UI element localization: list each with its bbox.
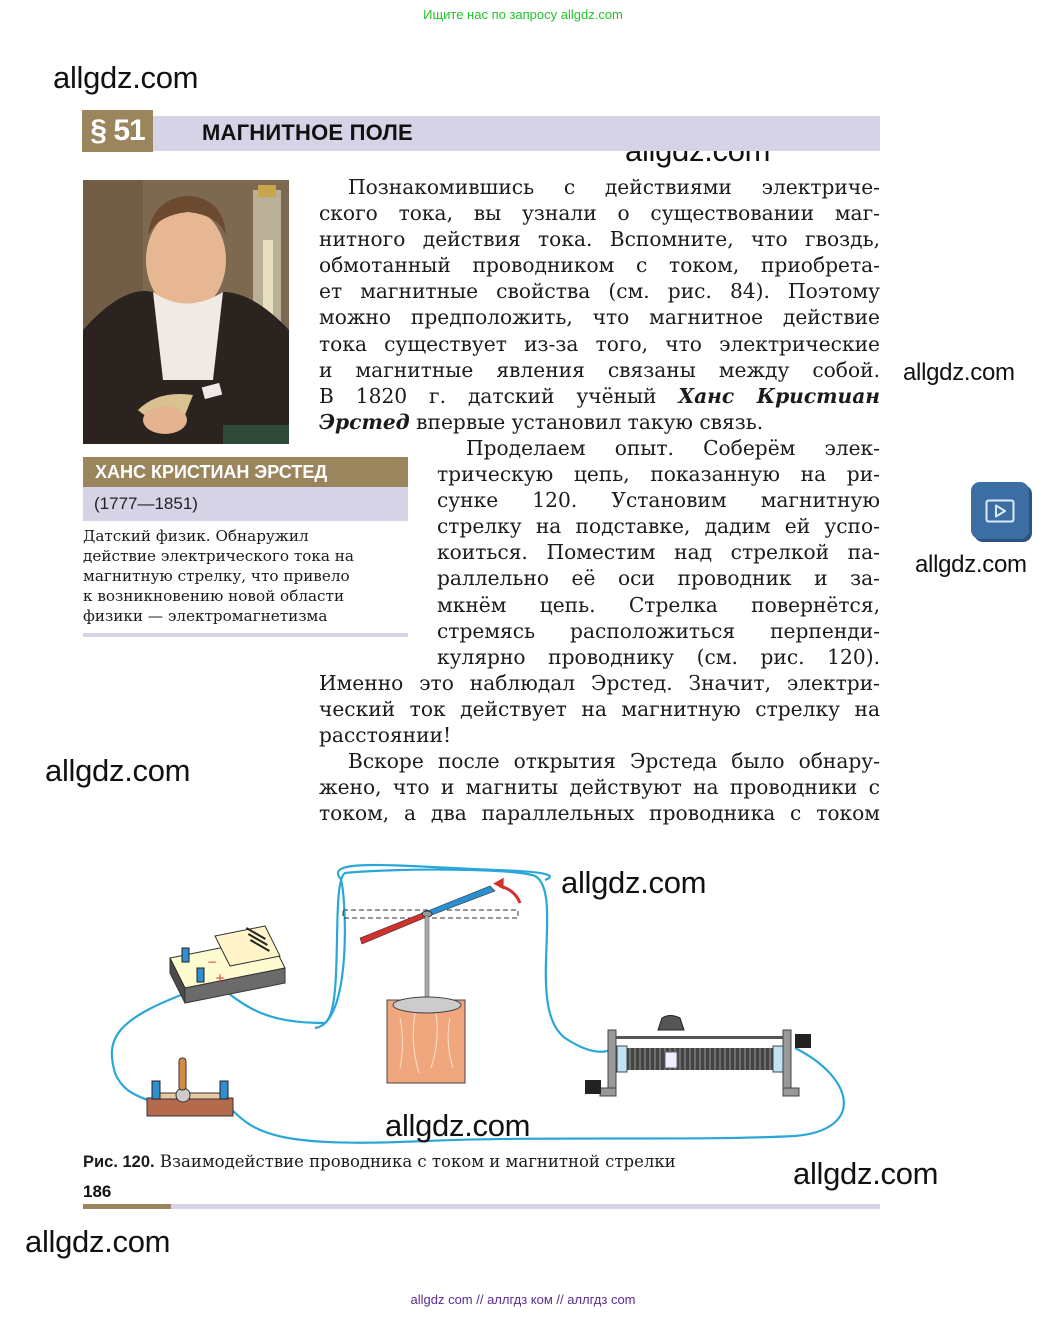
text-line: стремясь расположиться перпенди- [437,618,880,643]
watermark: allgdz.com [385,1108,531,1143]
text-line: током, а два параллельных проводника с током [319,801,880,826]
bio-divider [83,633,408,637]
watermark: allgdz.com [561,865,707,900]
portrait-illustration [83,180,289,444]
scientist-name: Ханс Кристиан [678,383,880,408]
power-supply-icon [170,926,285,1003]
page-number: 186 [83,1182,112,1201]
watermark: allgdz.com [903,359,1015,386]
paragraph-experiment [437,435,880,670]
rheostat-icon [585,1016,811,1097]
text-line: трическую цепь, показанную на ри- [437,462,880,487]
text-line: расстоянии! [319,723,452,748]
bottom-links[interactable]: allgdz com // аллгдз ком // аллгдз com [410,1292,636,1307]
bio-line: Датский физик. Обнаружил [83,527,309,545]
figure-caption-text: Взаимодействие проводника с током и магнитной стрелки [154,1152,676,1171]
text-line: стрелку на подставке, дадим ей успо- [437,514,880,539]
video-button[interactable] [971,482,1029,539]
figure-caption [83,1152,676,1172]
bio-line: магнитную стрелку, что привело [83,567,350,585]
bio-line: действие электрического тока на [83,547,354,565]
text-line: коиться. Поместим над стрелкой па- [437,540,880,565]
text-line: можно предположить, что магнитное действие [319,305,880,330]
section-number: § 51 [82,110,153,152]
text-span: В 1820 г. датский учёный [319,383,679,408]
top-search-banner: Ищите нас по запросу allgdz.com [423,7,623,22]
knife-switch-icon [147,1058,233,1116]
paragraph-conclusion [319,670,880,827]
text-line: и магнитные явления связаны между собой. [319,357,880,382]
bio-line: к возникновению новой области [83,587,345,605]
watermark: allgdz.com [45,753,191,788]
svg-text:−: − [207,955,218,969]
bio-line: физики — электромагнетизма [83,607,328,625]
footer-accent [83,1204,171,1209]
paragraph-intro [319,174,880,435]
text-line: нитного действия тока. Вспомните, что гвоздь, [319,227,880,252]
watermark: allgdz.com [53,60,199,95]
text-line: Именно это наблюдал Эрстед. Значит, электри- [319,671,880,695]
text-line: ет магнитные свойства (см. рис. 84). Поэтому [319,279,880,304]
magnetic-needle-icon [343,878,520,1083]
text-line: мкнём цепь. Стрелка повернётся, [437,592,880,617]
bio-description [83,526,408,626]
text-line: обмотанный проводником с током, приобрета- [319,253,880,278]
bio-name: ХАНС КРИСТИАН ЭРСТЕД [83,457,408,487]
text-line [319,383,880,409]
footer-bar [83,1204,880,1209]
text-line: кулярно проводнику (см. рис. 120). [437,644,880,669]
text-line: ческий ток действует на магнитную стрелку на [319,697,880,722]
watermark: allgdz.com [793,1156,939,1191]
scientist-surname: Эрстед [319,409,410,434]
section-title: МАГНИТНОЕ ПОЛЕ [202,120,413,145]
text-line: Познакомившись с действиями электриче- [348,175,880,199]
text-line: жено, что и магниты действуют на проводники с [319,775,880,800]
text-line: тока существует из-за того, что электрические [319,331,880,356]
bio-years: (1777—1851) [83,487,408,521]
text-span: впервые установил такую связь. [409,409,764,434]
portrait-image [83,180,289,444]
figure-label: Рис. 120. [83,1153,155,1171]
text-line [319,409,880,435]
text-line: ского тока, вы узнали о существовании маг- [319,201,880,226]
text-line: раллельно её оси проводник и за- [437,566,880,591]
text-line: Вскоре после открытия Эрстеда было обнару- [348,749,880,774]
play-video-icon [985,499,1015,523]
text-line: Проделаем опыт. Соберём элек- [466,436,880,460]
svg-text:+: + [215,971,226,985]
watermark: allgdz.com [25,1224,171,1259]
watermark: allgdz.com [915,551,1027,578]
text-line: сунке 120. Установим магнитную [437,488,880,513]
